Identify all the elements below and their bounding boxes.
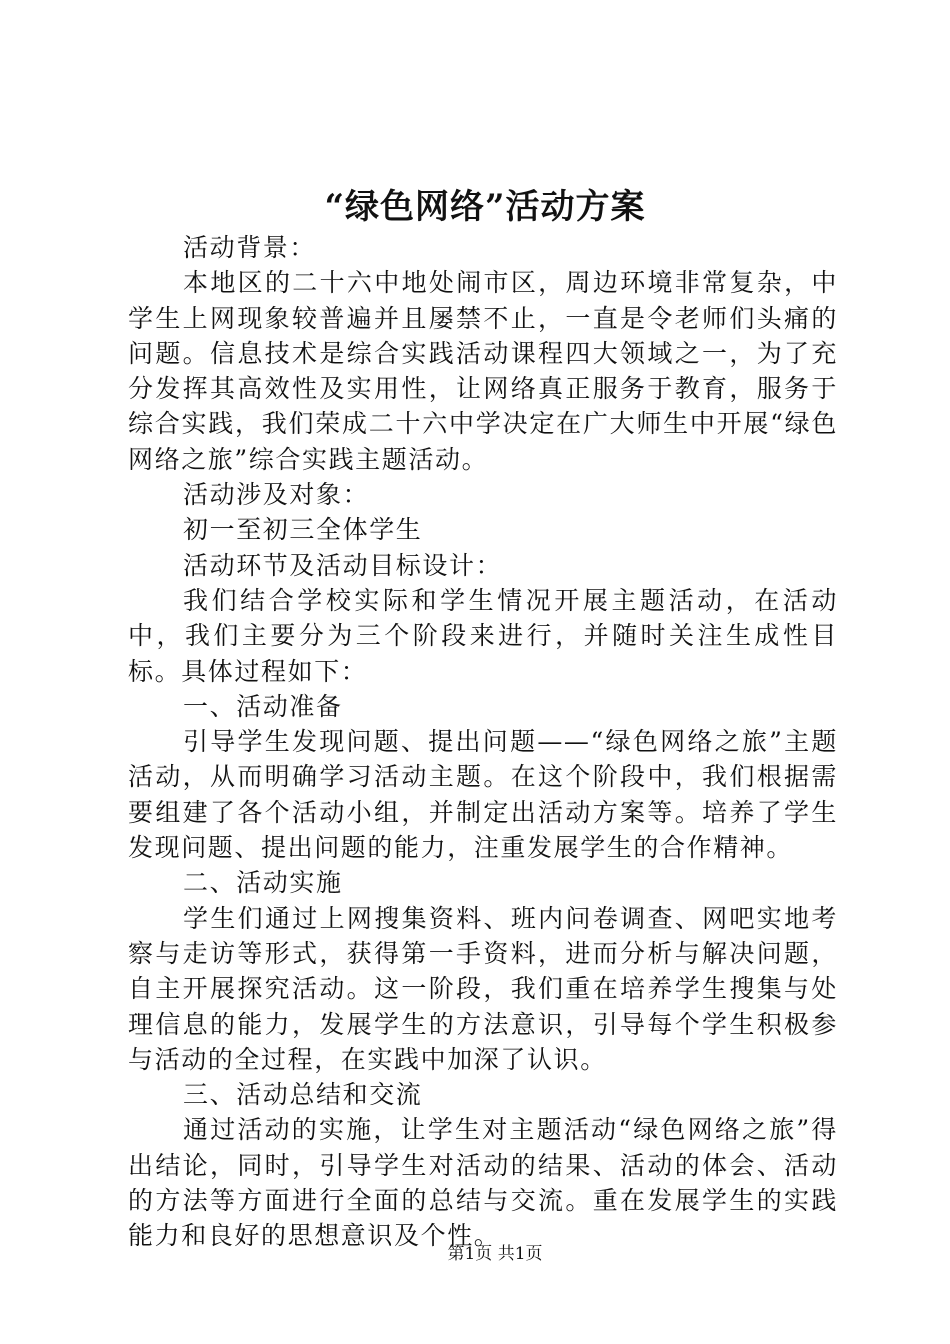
paragraph-activity-design: 我们结合学校实际和学生情况开展主题活动，在活动中，我们主要分为三个阶段来进行，并随时关注生成性目标。具体过程如下： <box>128 585 838 686</box>
heading-implementation: 二、活动实施 <box>183 868 343 898</box>
heading-summary: 三、活动总结和交流 <box>183 1080 423 1110</box>
heading-preparation: 一、活动准备 <box>183 691 343 721</box>
paragraph-target-audience: 初一至初三全体学生 <box>183 515 423 545</box>
document-title: “绿色网络”活动方案 <box>324 187 646 227</box>
page-footer: 第1页 共1页 <box>447 1244 543 1264</box>
heading-background: 活动背景： <box>183 233 317 262</box>
paragraph-implementation: 学生们通过上网搜集资料、班内问卷调查、网吧实地考察与走访等形式，获得第一手资料，进而分析与解决问题，自主开展探究活动。这一阶段，我们重在培养学生搜集与处理信息的能力，发展学生的方法意识，引导每个学生积极参与活动的全过程，在实践中加深了认识。 <box>128 903 838 1074</box>
paragraph-summary: 通过活动的实施，让学生对主题活动“绿色网络之旅”得出结论，同时，引导学生对活动的结果、活动的体会、活动的方法等方面进行全面的总结与交流。重在发展学生的实践能力和良好的思想意识及个性。 <box>128 1115 838 1251</box>
paragraph-preparation: 引导学生发现问题、提出问题——“绿色网络之旅”主题活动，从而明确学习活动主题。在这个阶段中，我们根据需要组建了各个活动小组，并制定出活动方案等。培养了学生发现问题、提出问题的能力，注重发展学生的合作精神。 <box>128 727 838 863</box>
heading-activity-design: 活动环节及活动目标设计： <box>183 550 503 580</box>
document-body <box>128 230 838 1254</box>
paragraph-background: 本地区的二十六中地处闹市区，周边环境非常复杂，中学生上网现象较普遍并且屡禁不止，一直是令老师们头痛的问题。信息技术是综合实践活动课程四大领域之一，为了充分发挥其高效性及实用性，让网络真正服务于教育，服务于综合实践，我们荣成二十六中学决定在广大师生中开展“绿色网络之旅”综合实践主题活动。 <box>128 268 838 474</box>
heading-target-audience: 活动涉及对象： <box>183 480 370 510</box>
